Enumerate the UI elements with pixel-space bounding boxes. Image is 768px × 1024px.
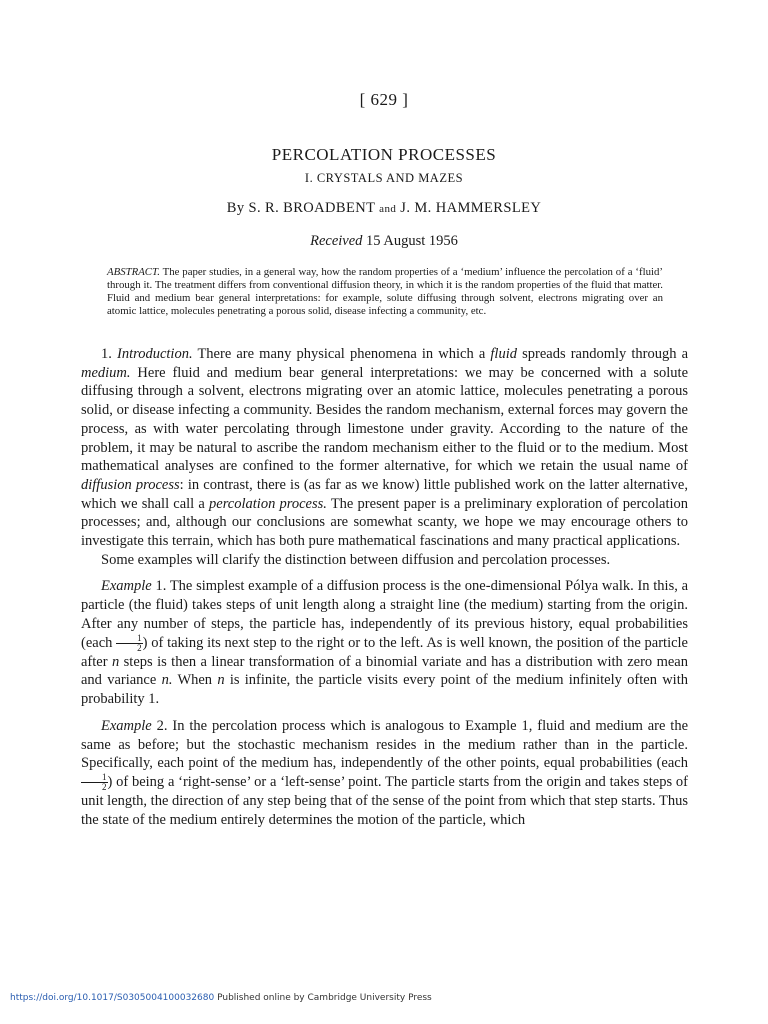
term-medium: medium. (81, 364, 131, 381)
received-line (0, 233, 768, 250)
example-1-text-c: steps is then a linear transformation of a binomial variate and has a distribution with zero mean and variance (81, 653, 688, 689)
var-n: n. (161, 672, 173, 689)
author-2: J. M. HAMMERSLEY (400, 200, 542, 216)
fraction-numerator: 1 (81, 773, 108, 783)
term-diffusion-process: diffusion process (81, 476, 180, 493)
received-date: 15 August 1956 (366, 233, 458, 249)
var-n: n (217, 672, 225, 689)
authors-line (0, 200, 768, 217)
abstract (107, 266, 663, 318)
intro-text-5: The present paper is a preliminary exploration of percolation processes; and, although our conclusions are somewhat scanty, we hope we may encourage others to investigate this terrain, which has both pure mathematical fascinations and many practical applications. (81, 495, 688, 550)
example-2-text-b: ) of being a ‘right-sense’ or a ‘left-sense’ point. The particle starts from the origin and takes steps of unit length, the direction of any step being that of the sense of the point from which that step starts. Thus the state of the medium entirely determines the motion of the particle, which (81, 773, 688, 828)
fraction-one-half (116, 634, 143, 653)
intro-paragraph (81, 345, 688, 551)
body-text (81, 345, 688, 830)
received-label: Received (310, 233, 363, 249)
example-1-text-b: ) of taking its next step to the right or to the left. As is well known, the position of the particle after (81, 634, 688, 670)
authors-by: By (226, 200, 245, 216)
example-1-paragraph (81, 577, 688, 708)
paper-title: PERCOLATION PROCESSES (271, 145, 497, 164)
page-number: [ 629 ] (359, 90, 409, 109)
section-number: 1. (101, 346, 112, 362)
fraction-one-half (81, 773, 108, 792)
example-1-text-a: The simplest example of a diffusion process is the one-dimensional Pólya walk. In this, a particle (the fluid) takes steps of unit length along a straight line (the medium) starting from the origin. After any number of steps, the particle has, independently of its previous history, equal probabilities (each (81, 578, 689, 651)
example-1-text-d: When (177, 672, 213, 689)
intro-text-4: : in contrast, there is (as far as we know) little published work on the latter alternative, which we shall call a (81, 476, 688, 512)
example-2-number: 2. (156, 717, 168, 734)
intro-text-2: spreads randomly through a (522, 346, 689, 362)
abstract-text: The paper studies, in a general way, how the random properties of a ‘medium’ influence the percolation of a ‘fluid’ through it. The treatment differs from conventional diffusion theory, in which it is the random properties of the fluid that matter. Fluid and medium bear general interpretations: for example, solute diffusing through solvent, electrons migrating over an atomic lattice, molecules penetrating a porous solid, disease infecting a community, etc. (107, 266, 663, 317)
fraction-numerator: 1 (116, 634, 143, 644)
abstract-label: ABSTRACT. (107, 266, 160, 278)
published-note: Published online by Cambridge University Press (217, 993, 432, 1003)
author-1: S. R. BROADBENT (248, 200, 376, 216)
doi-link[interactable]: https://doi.org/10.1017/S0305004100032680 (10, 993, 215, 1003)
fraction-denominator: 2 (137, 642, 142, 653)
example-1-text-e: is infinite, the particle visits every point of the medium infinitely often with probability 1. (81, 672, 688, 708)
fraction-denominator: 2 (102, 782, 107, 793)
intro-text-1: There are many physical phenomena in which a (197, 346, 486, 362)
authors-and: and (379, 203, 397, 215)
example-2-label: Example (101, 717, 152, 734)
example-1-number: 1. (155, 578, 167, 595)
examples-paragraph: Some examples will clarify the distinction between diffusion and percolation processes. (101, 551, 611, 568)
intro-text-3: Here fluid and medium bear general interpretations: we may be concerned with a solute diffusing through a solvent, electrons migrating over an atomic lattice, molecules penetrating a porous solid, or disease infecting a community. Besides the random mechanism, external forces may govern the process, as with water percolating through limestone under gravity. According to the nature of the problem, it may be natural to ascribe the random mechanism either to the fluid or to the medium. Most mathematical analyses are confined to the former alternative, for which we retain the usual name of (81, 364, 689, 475)
example-2-paragraph (81, 717, 688, 830)
var-n: n (111, 653, 120, 670)
example-1-label: Example (101, 578, 152, 595)
term-percolation-process: percolation process. (209, 495, 327, 512)
footer (10, 993, 432, 1003)
paper-subtitle: I. CRYSTALS AND MAZES (304, 171, 464, 185)
term-fluid: fluid (490, 346, 517, 362)
section-heading: Introduction. (117, 346, 193, 362)
example-2-text-a: In the percolation process which is analogous to Example 1, fluid and medium are the same as before; but the stochastic mechanism resides in the medium rather than in the particle. Specifically, each point of the medium has, independently of the other points, equal probabilities (each (81, 717, 689, 772)
